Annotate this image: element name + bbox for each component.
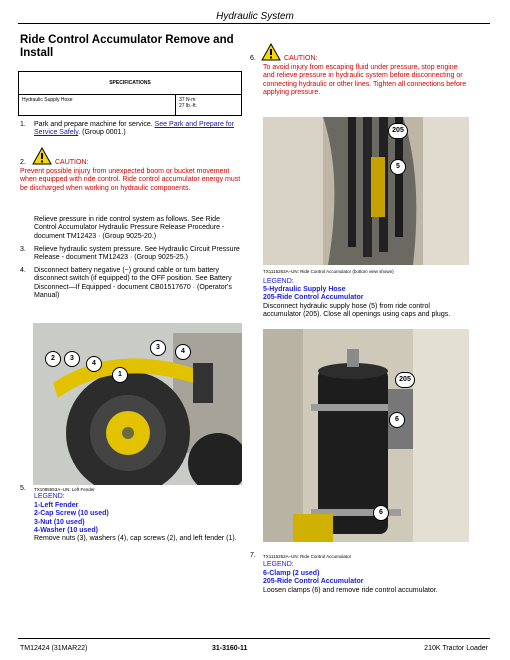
step-1-text: Park and prepare machine for service.	[34, 121, 153, 128]
callout-2: 2	[45, 351, 61, 367]
legend-item: 1-Left Fender	[34, 502, 79, 509]
fig-left-caption: TX1085553A–UN: Left Fender	[34, 487, 95, 492]
accumulator-bottom-photo	[263, 117, 469, 265]
footer-doc-id: TM12424 (31MAR22)	[20, 645, 88, 652]
legend-item: 5-Hydraulic Supply Hose	[263, 286, 346, 293]
warning-icon	[32, 147, 52, 170]
footer-rule	[18, 638, 490, 639]
left-fender-photo	[33, 323, 242, 485]
section-title: Ride Control Accumulator Remove and Install	[20, 34, 234, 59]
running-header: Hydraulic System	[216, 11, 294, 22]
step-7-number: 7.	[250, 552, 256, 559]
fig-top-right-legend-title: LEGEND:	[263, 278, 294, 285]
fig-bottom-right-legend-title: LEGEND:	[263, 561, 294, 568]
accumulator-photo	[263, 329, 469, 542]
legend-item: 3-Nut (10 used)	[34, 518, 85, 526]
callout-1: 1	[112, 367, 128, 383]
spec-heading: SPECIFICATIONS	[19, 72, 242, 95]
spec-value	[176, 95, 242, 116]
step-1-tail: . (Group 0001.)	[78, 129, 126, 137]
park-prepare-link[interactable]: See Park and Prepare for Service Safely	[34, 121, 235, 137]
caution-text: To avoid injury from escaping fluid under pressure, stop engine and relieve pressure in hydraulic system before disconnecting or connecting hydraulic or other lines. Tighten all connections before applying pressure.	[263, 64, 467, 96]
spec-label: Hydraulic Supply Hose	[19, 95, 176, 116]
fig-left-legend	[34, 502, 242, 535]
callout-4-left: 4	[86, 356, 102, 372]
step-6-number: 6.	[250, 55, 256, 62]
fig-left-legend-title: LEGEND:	[34, 493, 65, 500]
legend-item: 205-Ride Control Accumulator	[263, 578, 364, 586]
caution-label: CAUTION:	[55, 159, 89, 166]
callout-3-right: 3	[150, 340, 166, 356]
callout-3-left: 3	[64, 351, 80, 367]
header-rule	[18, 23, 490, 24]
callout-5: 5	[390, 159, 406, 175]
spec-value-imperial: 27 lb.-ft.	[179, 103, 198, 109]
spec-value-metric: 37 N·m	[179, 97, 196, 103]
step-1	[34, 121, 242, 138]
step-3-number: 3.	[20, 246, 26, 253]
caution-text: Prevent possible injury from unexpected boom or bucket movement when equipped with ride control. Ride control accumulator energy must be discharged when working on hydraulic components.	[20, 168, 241, 192]
step-2-number: 2.	[20, 159, 26, 166]
step-5-number: 5.	[20, 485, 26, 492]
fig-bottom-right-caption: TX1115262A–UN: Ride Control Accumulator	[263, 554, 352, 559]
step-2-body: Relieve pressure in ride control system as follows. See Ride Control Accumulator Hydraulic Pressure Release Procedure - document TM12423 · (Group 9025-20.)	[34, 216, 225, 240]
step-4-number: 4.	[20, 267, 26, 274]
warning-icon	[261, 43, 281, 66]
caution-label: CAUTION:	[284, 55, 318, 62]
callout-6-top: 6	[389, 412, 405, 428]
footer-page-number: 31-3160-11	[212, 645, 248, 652]
legend-item: 205-Ride Control Accumulator	[263, 294, 364, 302]
callout-6-bottom: 6	[373, 505, 389, 521]
step-5-text: Remove nuts (3), washers (4), cap screws (2), and left fender (1).	[34, 535, 237, 542]
fig-top-right-legend	[263, 286, 469, 303]
legend-item: 6-Clamp (2 used)	[263, 570, 320, 577]
step-6-text: Disconnect hydraulic supply hose (5) from ride control accumulator (205). Close all openings using caps and plugs.	[263, 303, 451, 319]
specifications-table	[18, 71, 242, 116]
legend-item: 2-Cap Screw (10 used)	[34, 510, 109, 518]
fig-bottom-right-legend	[263, 570, 469, 587]
fig-top-right-caption: TX1115263A–UN: Ride Control Accumulator (bottom view shown)	[263, 269, 394, 274]
callout-205-bottom: 205	[395, 372, 415, 388]
step-7-text: Loosen clamps (6) and remove ride control accumulator.	[263, 587, 438, 594]
legend-item: 4-Washer (10 used)	[34, 526, 98, 534]
footer-model: 210K Tractor Loader	[424, 645, 488, 652]
step-4-text: Disconnect battery negative (−) ground cable or turn battery disconnect switch (if equipped) to the OFF position. See Battery Disconnect—If Equipped - document CB01517670 · (Operator's Manual)	[34, 267, 232, 299]
callout-4-right: 4	[175, 344, 191, 360]
step-3-text: Relieve hydraulic system pressure. See Hydraulic Circuit Pressure Release - document TM12423 · (Group 9025-25.)	[34, 246, 240, 262]
step-1-number: 1.	[20, 121, 26, 128]
callout-205-top: 205	[388, 123, 408, 139]
